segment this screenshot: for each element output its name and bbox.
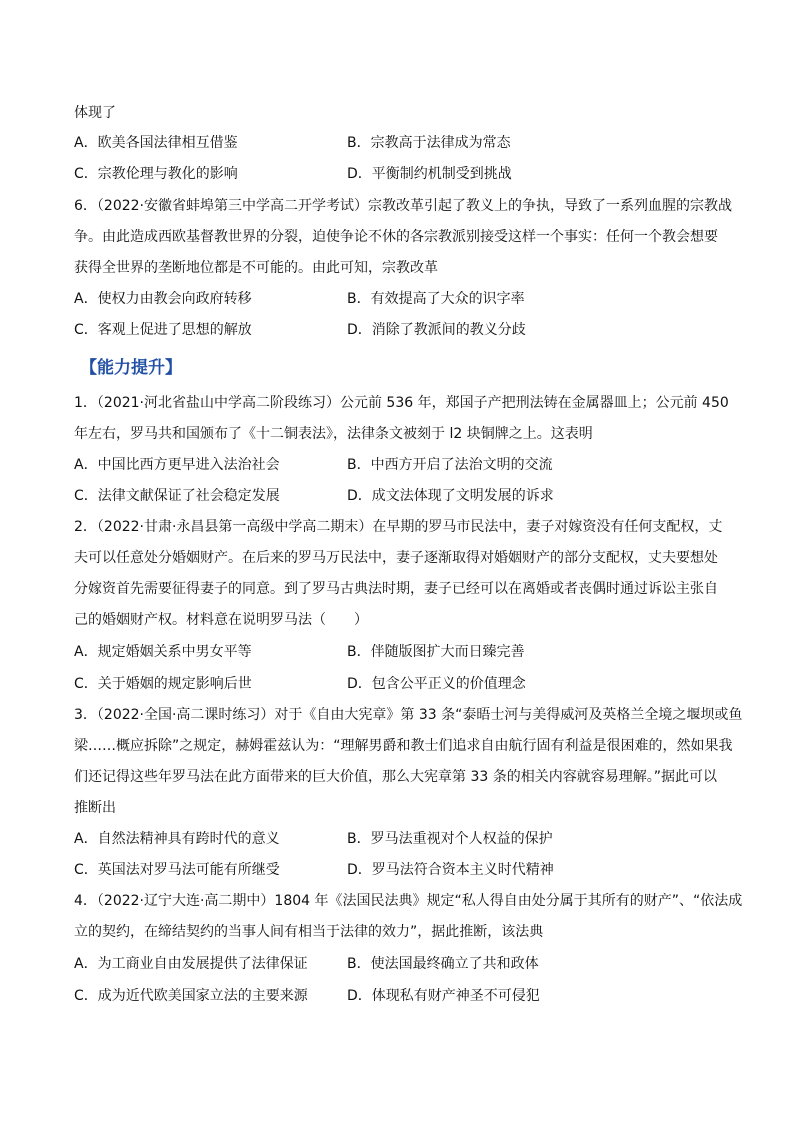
option-b[interactable]: B．中西方开启了法治文明的交流 xyxy=(347,457,553,473)
option-row xyxy=(74,164,734,184)
question-2-line: 2．（2022·甘肃·永昌县第一高级中学高二期末）在早期的罗马市民法中，妻子对嫁资没有任何支配权，丈 xyxy=(74,519,723,535)
option-b[interactable]: B．宗教高于法律成为常态 xyxy=(347,135,511,151)
option-c[interactable]: C．英国法对罗马法可能有所继受 xyxy=(74,862,280,878)
option-c[interactable]: C．宗教伦理与教化的影响 xyxy=(74,166,238,182)
option-row xyxy=(74,986,734,1006)
option-b[interactable]: B．有效提高了大众的识字率 xyxy=(347,291,525,307)
question-6-line: 6．（2022·安徽省蚌埠第三中学高二开学考试）宗教改革引起了教义上的争执，导致了一系列血腥的宗教战 xyxy=(74,198,732,214)
question-3-line: 3．（2022·全国·高二课时练习）对于《自由大宪章》第 33 条“泰晤士河与美得威河及英格兰全境之堰坝或鱼 xyxy=(74,707,743,723)
question-3-line: 推断出 xyxy=(74,800,116,816)
question-2-line: 己的婚姻财产权。材料意在说明罗马法（ ） xyxy=(74,612,368,628)
option-a[interactable]: A．规定婚姻关系中男女平等 xyxy=(74,644,252,660)
option-c[interactable]: C．法律文献保证了社会稳定发展 xyxy=(74,488,280,504)
option-a[interactable]: A．中国比西方更早进入法治社会 xyxy=(74,457,280,473)
question-stem-continuation: 体现了 xyxy=(74,105,116,121)
option-row xyxy=(74,829,734,849)
option-row xyxy=(74,954,734,974)
option-row xyxy=(74,642,734,662)
question-6-line: 获得全世界的垄断地位都是不可能的。由此可知，宗教改革 xyxy=(74,260,438,276)
option-d[interactable]: D．平衡制约机制受到挑战 xyxy=(347,166,512,182)
question-1-line: 年左右，罗马共和国颁布了《十二铜表法》，法律条文被刻于 l2 块铜牌之上。这表明 xyxy=(74,426,593,442)
option-row xyxy=(74,320,734,340)
option-a[interactable]: A．为工商业自由发展提供了法律保证 xyxy=(74,956,308,972)
question-2-line: 分嫁资首先需要征得妻子的同意。到了罗马古典法时期，妻子已经可以在离婚或者丧偶时通过诉讼主张自 xyxy=(74,581,718,597)
question-2-line: 夫可以任意处分婚姻财产。在后来的罗马万民法中，妻子逐渐取得对婚姻财产的部分支配权，丈夫要想处 xyxy=(74,550,718,566)
option-row xyxy=(74,674,734,694)
option-d[interactable]: D．罗马法符合资本主义时代精神 xyxy=(347,862,554,878)
option-d[interactable]: D．成文法体现了文明发展的诉求 xyxy=(347,488,554,504)
option-d[interactable]: D．体现私有财产神圣不可侵犯 xyxy=(347,988,540,1004)
option-d[interactable]: D．消除了教派间的教义分歧 xyxy=(347,322,526,338)
option-c[interactable]: C．成为近代欧美国家立法的主要来源 xyxy=(74,988,308,1004)
question-4-line: 立的契约，在缔结契约的当事人间有相当于法律的效力”，据此推断，该法典 xyxy=(74,924,544,940)
option-b[interactable]: B．罗马法重视对个人权益的保护 xyxy=(347,831,553,847)
question-3-line: 梁……概应拆除”之规定，赫姆霍兹认为：“理解男爵和教士们追求自由航行固有利益是很困难的，然如果我 xyxy=(74,738,733,754)
option-row xyxy=(74,133,734,153)
option-c[interactable]: C．关于婚姻的规定影响后世 xyxy=(74,676,252,692)
option-c[interactable]: C．客观上促进了思想的解放 xyxy=(74,322,252,338)
question-3-line: 们还记得这些年罗马法在此方面带来的巨大价值，那么大宪章第 33 条的相关内容就容易理解。”据此可以 xyxy=(74,769,717,785)
question-6-line: 争。由此造成西欧基督教世界的分裂，迫使争论不休的各宗教派别接受这样一个事实：任何一个教会想要 xyxy=(74,229,718,245)
option-a[interactable]: A．欧美各国法律相互借鉴 xyxy=(74,135,238,151)
question-4-line: 4．（2022·辽宁大连·高二期中）1804 年《法国民法典》规定“私人得自由处分属于其所有的财产”、“依法成 xyxy=(74,893,743,909)
option-a[interactable]: A．使权力由教会向政府转移 xyxy=(74,291,252,307)
option-d[interactable]: D．包含公平正义的价值理念 xyxy=(347,676,526,692)
option-row xyxy=(74,455,734,475)
option-b[interactable]: B．使法国最终确立了共和政体 xyxy=(347,956,539,972)
option-row xyxy=(74,860,734,880)
option-row xyxy=(74,289,734,309)
section-title: 【能力提升】 xyxy=(80,358,182,378)
option-a[interactable]: A．自然法精神具有跨时代的意义 xyxy=(74,831,280,847)
option-b[interactable]: B．伴随版图扩大而日臻完善 xyxy=(347,644,525,660)
question-1-line: 1．（2021·河北省盐山中学高二阶段练习）公元前 536 年，郑国子产把刑法铸在金属器皿上；公元前 450 xyxy=(74,395,729,411)
option-row xyxy=(74,486,734,506)
